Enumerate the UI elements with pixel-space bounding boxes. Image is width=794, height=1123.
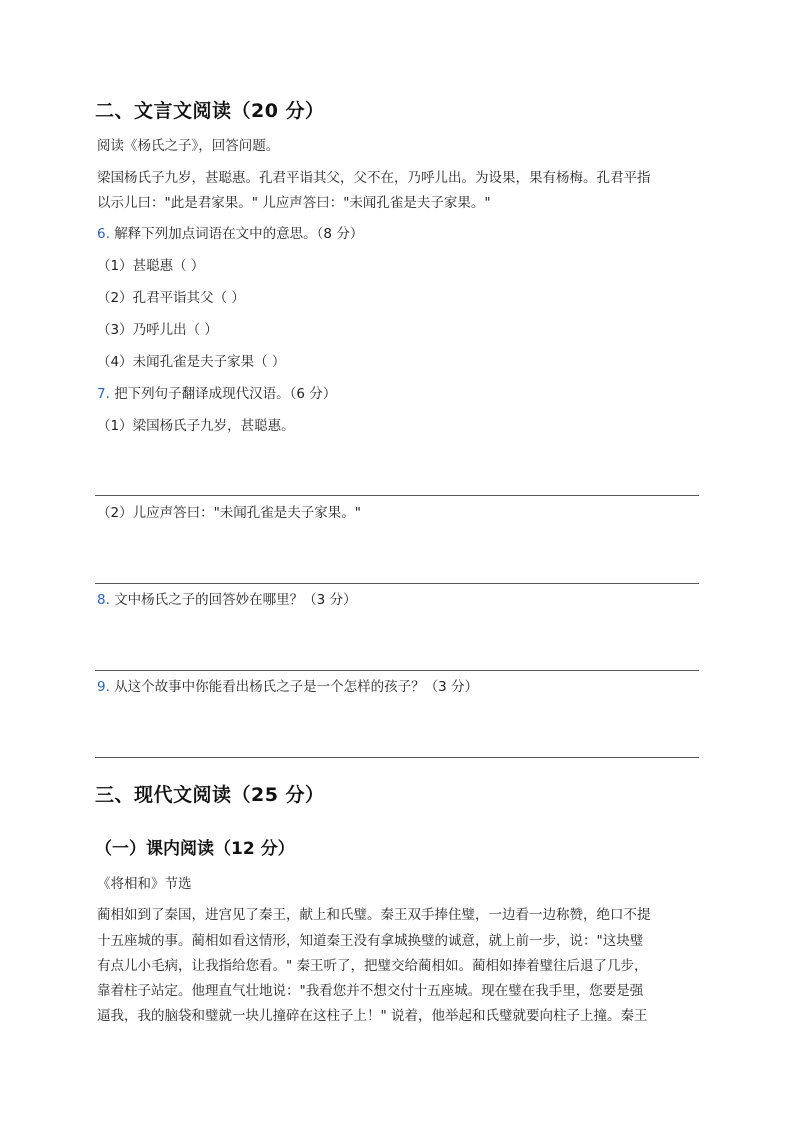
- q6-item-1: （1）甚聪惠（ ）: [97, 258, 205, 274]
- question-text: 解释下列加点词语在文中的意思。（8 分）: [114, 226, 364, 242]
- question-9: [97, 679, 478, 695]
- question-number: 9.: [97, 679, 110, 695]
- q6-item-4: （4）未闻孔雀是夫子家果（ ）: [97, 354, 286, 370]
- modern-passage-line-1: 蔺相如到了秦国，进宫见了秦王，献上和氏璧。秦王双手捧住璧，一边看一边称赞，绝口不提: [97, 907, 651, 923]
- answer-line-q7-1[interactable]: [95, 495, 699, 496]
- reading-instruction: 阅读《杨氏之子》，回答问题。: [97, 138, 280, 154]
- classical-passage-line-2: 以示儿曰："此是君家果。" 儿应声答曰："未闻孔雀是夫子家果。": [97, 195, 491, 211]
- question-text: 文中杨氏之子的回答妙在哪里？（3 分）: [114, 592, 357, 608]
- modern-passage-line-2: 十五座城的事。蔺相如看这情形，知道秦王没有拿城换璧的诚意，就上前一步，说："这块璧: [97, 933, 644, 949]
- q6-item-2: （2）孔君平诣其父（ ）: [97, 290, 245, 306]
- section-title-classical-reading: 二、文言文阅读（20 分）: [95, 100, 325, 122]
- question-text: 从这个故事中你能看出杨氏之子是一个怎样的孩子？（3 分）: [114, 679, 479, 695]
- q6-item-3: （3）乃呼儿出（ ）: [97, 322, 218, 338]
- answer-line-q7-2[interactable]: [95, 583, 699, 584]
- classical-passage-line-1: 梁国杨氏子九岁，甚聪惠。孔君平诣其父，父不在，乃呼儿出。为设果，果有杨梅。孔君平指: [97, 170, 651, 186]
- modern-passage-line-3: 有点儿小毛病，让我指给您看。" 秦王听了，把璧交给蔺相如。蔺相如捧着璧往后退了几步，: [97, 958, 648, 974]
- question-number: 6.: [97, 226, 110, 242]
- section-title-modern-reading: 三、现代文阅读（25 分）: [95, 784, 325, 806]
- subsection-title-in-class-reading: （一）课内阅读（12 分）: [95, 839, 295, 859]
- q7-item-2: （2）儿应声答曰："未闻孔雀是夫子家果。": [97, 505, 362, 521]
- question-number: 7.: [97, 386, 110, 402]
- modern-passage-line-4: 靠着柱子站定。他理直气壮地说："我看您并不想交付十五座城。现在璧在我手里，您要是强: [97, 983, 644, 999]
- answer-line-q8[interactable]: [95, 670, 699, 671]
- passage-source: 《将相和》节选: [97, 876, 192, 892]
- q7-item-1: （1）梁国杨氏子九岁，甚聪惠。: [97, 418, 295, 434]
- question-7: [97, 386, 336, 402]
- modern-passage-line-5: 逼我，我的脑袋和璧就一块儿撞碎在这柱子上！" 说着，他举起和氏璧就要向柱子上撞。秦王: [97, 1008, 648, 1024]
- answer-line-q9[interactable]: [95, 757, 699, 758]
- question-8: [97, 592, 357, 608]
- question-text: 把下列句子翻译成现代汉语。（6 分）: [114, 386, 337, 402]
- question-6: [97, 226, 363, 242]
- question-number: 8.: [97, 592, 110, 608]
